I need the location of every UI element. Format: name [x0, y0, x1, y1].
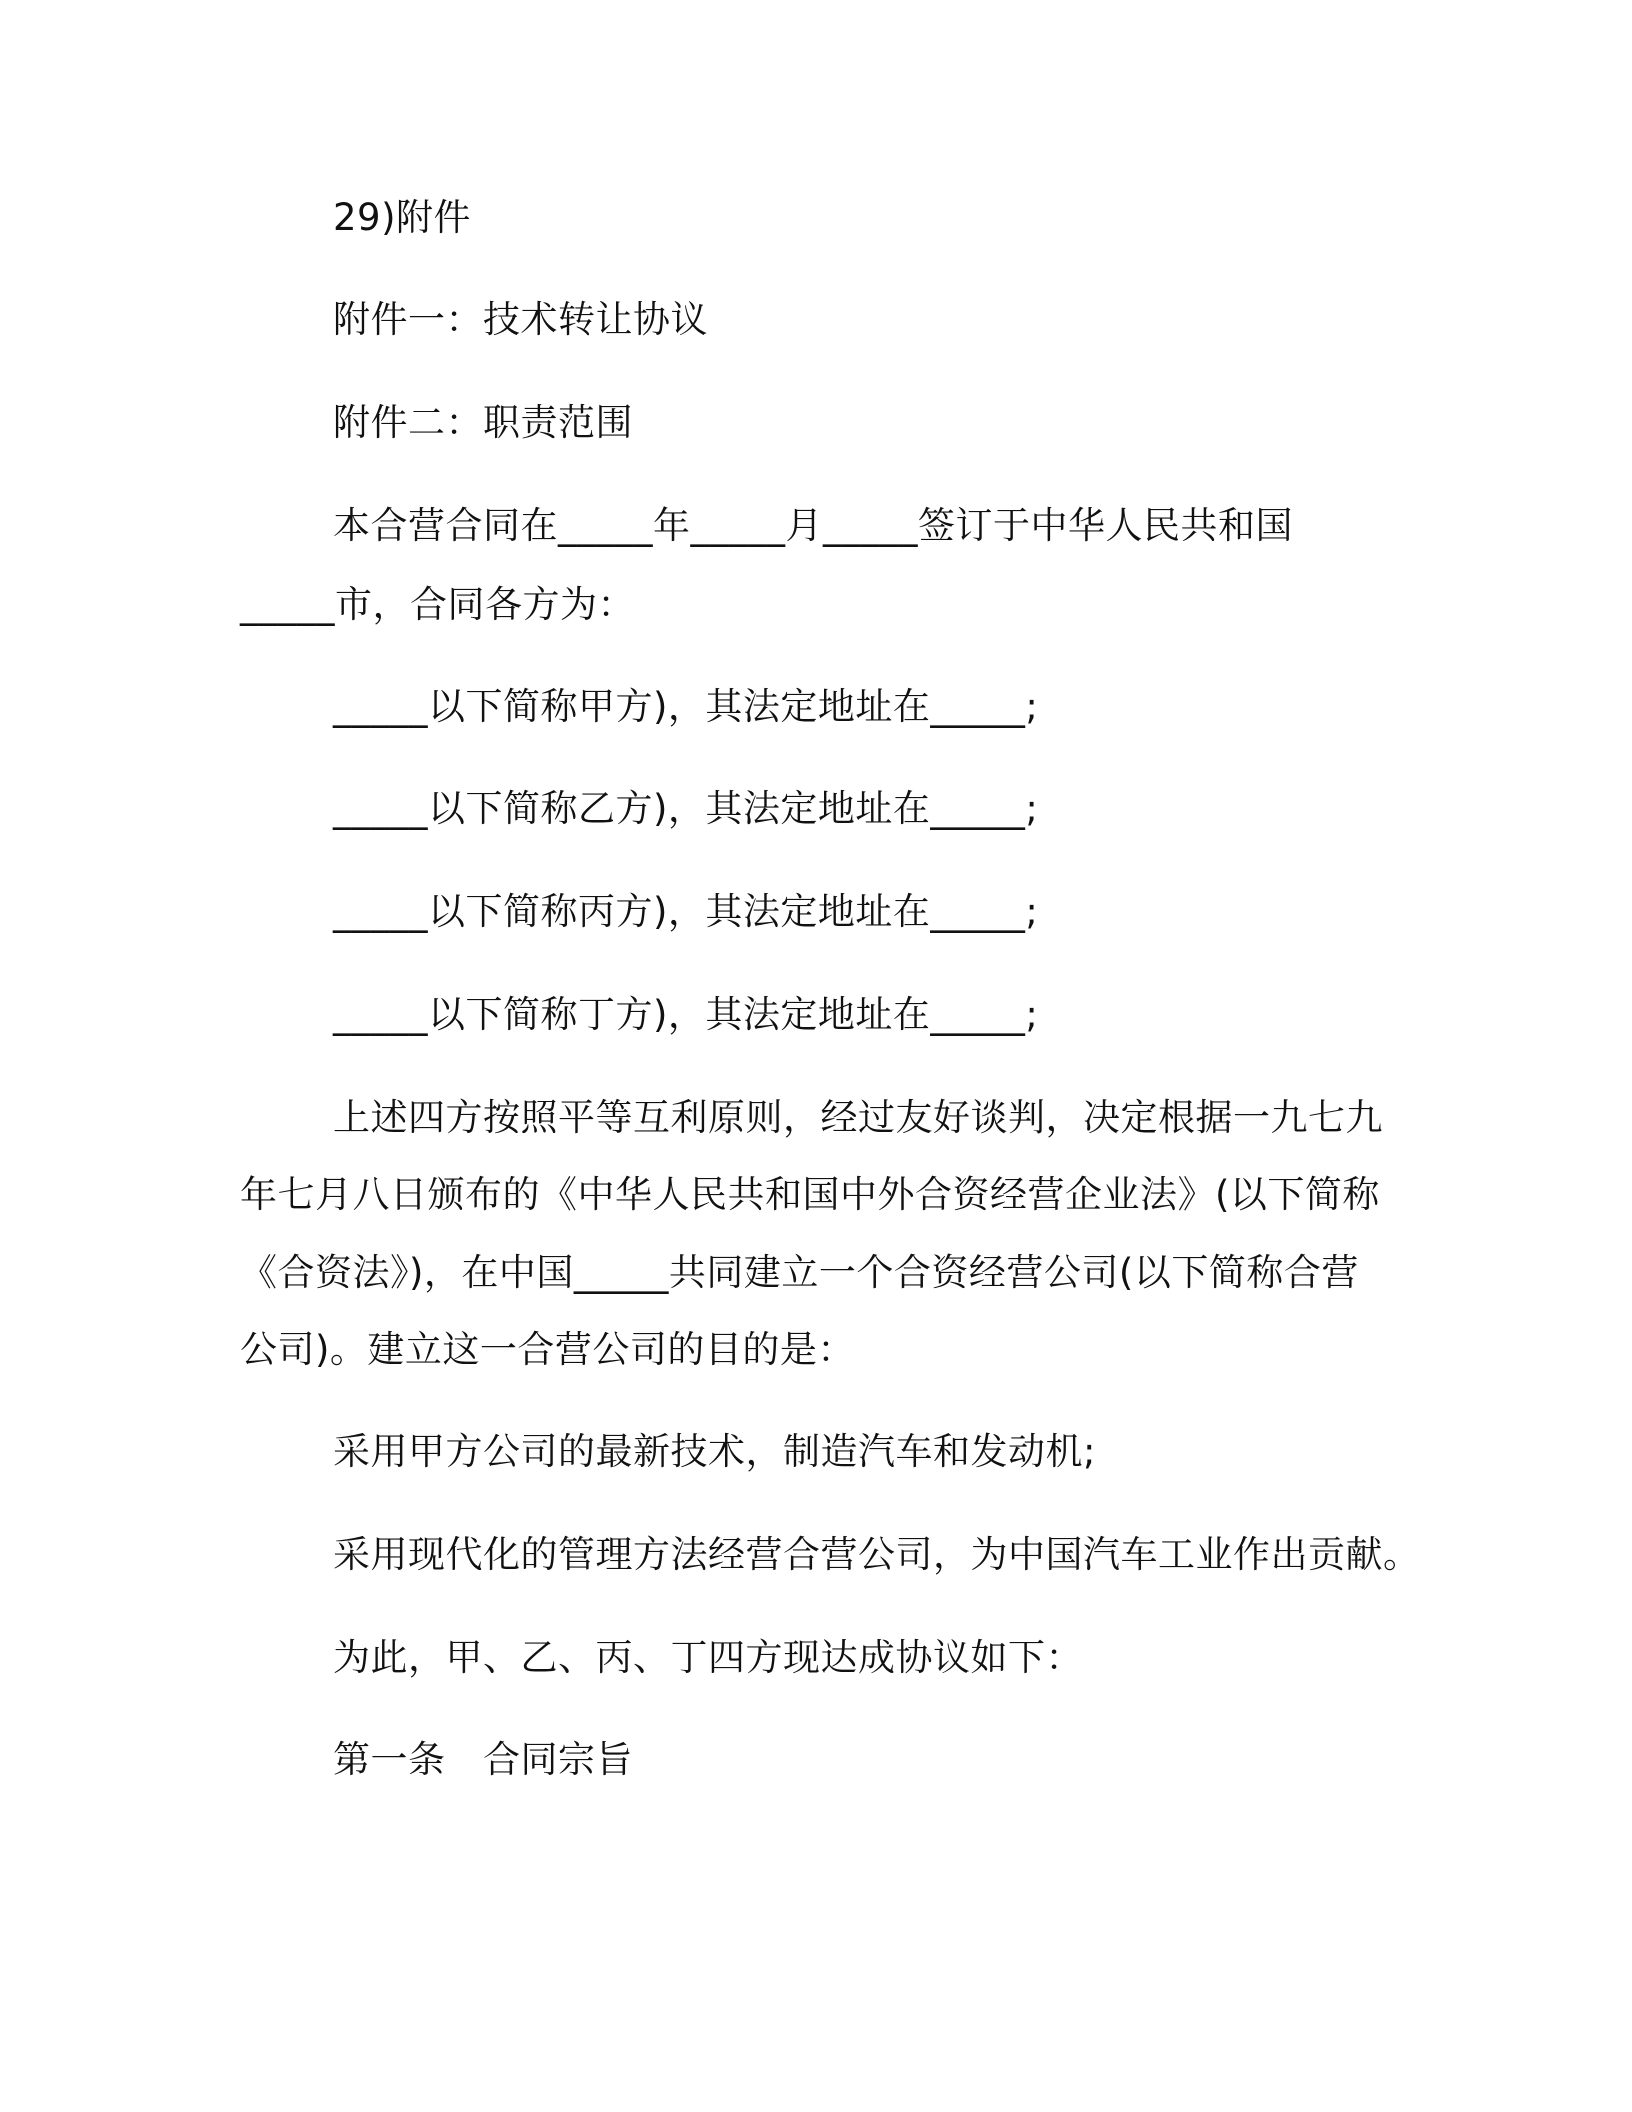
attachment-one: 附件一：技术转让协议	[333, 298, 708, 341]
party-d-line: _____以下简称丁方)，其法定地址在_____;	[333, 993, 1039, 1036]
purpose-paragraph-line-4: 公司)。建立这一合营公司的目的是：	[240, 1328, 855, 1371]
agreement-statement: 为此，甲、乙、丙、丁四方现达成协议如下：	[333, 1636, 1083, 1679]
purpose-paragraph-line-3: 《合资法》)，在中国_____共同建立一个合资经营公司(以下简称合营	[240, 1251, 1359, 1294]
contract-intro-line-1: 本合营合同在_____年_____月_____签订于中华人民共和国	[333, 504, 1293, 547]
purpose-paragraph-line-2: 年七月八日颁布的《中华人民共和国中外合资经营企业法》(以下简称	[240, 1173, 1380, 1216]
attachment-two: 附件二：职责范围	[333, 401, 633, 444]
party-b-line: _____以下简称乙方)，其法定地址在_____;	[333, 787, 1039, 830]
party-a-line: _____以下简称甲方)，其法定地址在_____;	[333, 685, 1039, 728]
party-c-line: _____以下简称丙方)，其法定地址在_____;	[333, 890, 1039, 933]
contract-intro-line-2: _____市，合同各方为：	[240, 583, 635, 626]
goal-technology: 采用甲方公司的最新技术，制造汽车和发动机;	[333, 1430, 1096, 1473]
attachment-heading: 29)附件	[333, 196, 472, 239]
goal-management: 采用现代化的管理方法经营合营公司，为中国汽车工业作出贡献。	[333, 1533, 1421, 1576]
article-one-heading: 第一条 合同宗旨	[333, 1738, 633, 1781]
purpose-paragraph-line-1: 上述四方按照平等互利原则，经过友好谈判，决定根据一九七九	[333, 1096, 1383, 1139]
